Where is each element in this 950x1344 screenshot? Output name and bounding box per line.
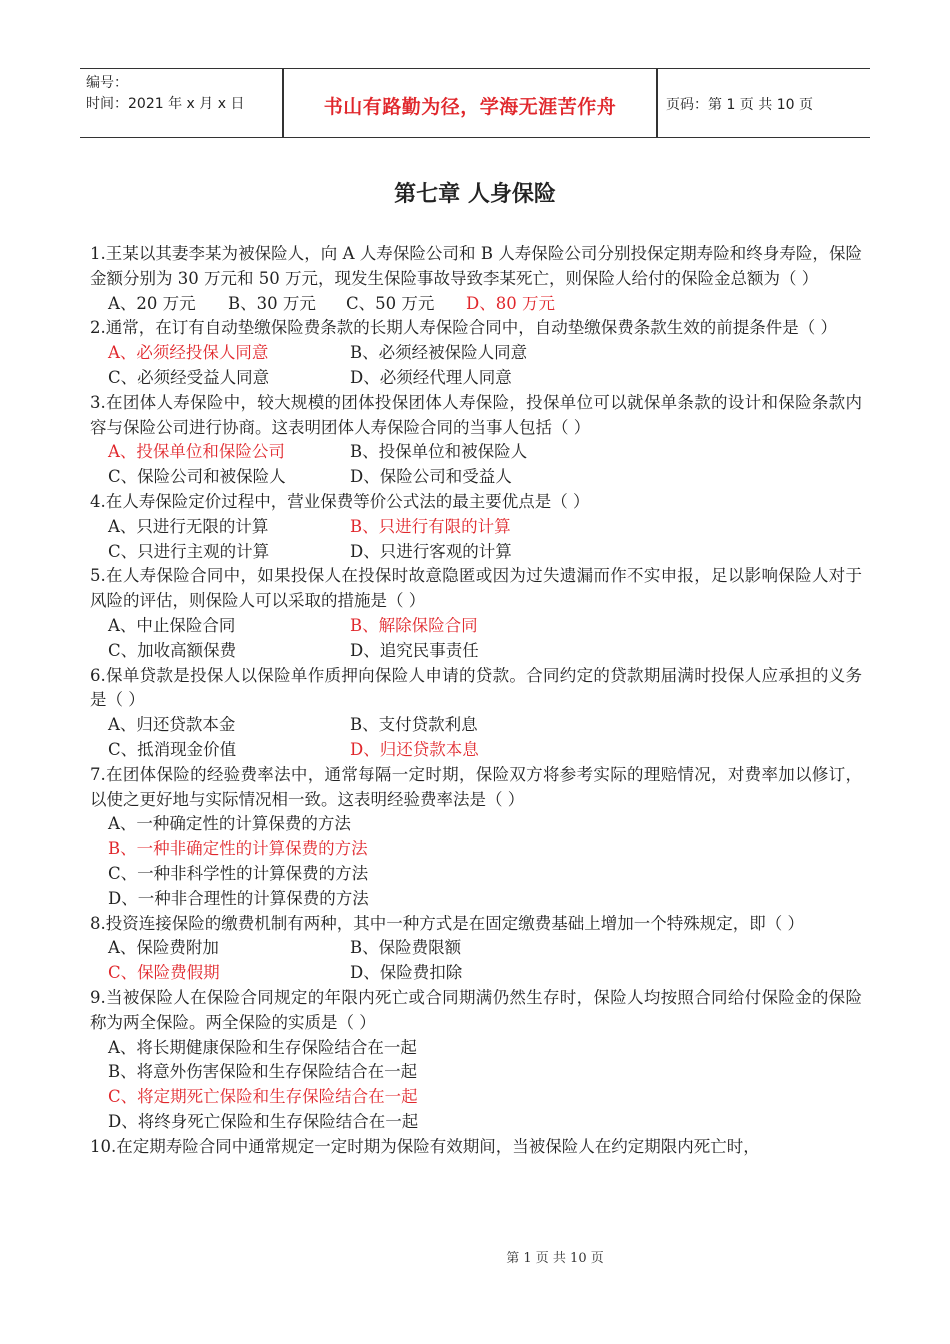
number-label: 编号：	[86, 75, 128, 91]
question-text: 8.投资连接保险的缴费机制有两种，其中一种方式是在固定缴费基础上增加一个特殊规定，即（ ）	[90, 913, 804, 933]
option: D、保险公司和受益人	[350, 467, 512, 487]
correct-option: A、必须经投保人同意	[108, 343, 269, 363]
option: A、中止保险合同	[108, 615, 236, 635]
page-footer: 第 1 页 共 10 页	[506, 1251, 604, 1266]
option: B、30 万元	[228, 293, 316, 313]
option: B、必须经被保险人同意	[350, 343, 528, 363]
chapter-title: 第七章 人身保险	[394, 182, 556, 207]
option: D、只进行客观的计算	[350, 541, 512, 561]
header-motto: 书山有路勤为径，学海无涯苦作舟	[323, 96, 617, 118]
option: C、保险公司和被保险人	[108, 467, 286, 487]
question-text: 3.在团体人寿保险中，较大规模的团体投保团体人寿保险，投保单位可以就保单条款的设计和保险条款内容与保险公司进行协商。这表明团体人寿保险合同的当事人包括（ ）	[90, 392, 862, 437]
question-text: 10.在定期寿险合同中通常规定一定时期为保险有效期间，当被保险人在约定期限内死亡时，	[90, 1136, 760, 1156]
document-header	[80, 68, 870, 138]
question-text: 5.在人寿保险合同中，如果投保人在投保时故意隐匿或因为过失遗漏而作不实申报，足以影响保险人对于风险的评估，则保险人可以采取的措施是（ ）	[90, 566, 862, 611]
correct-option: B、一种非确定性的计算保费的方法	[108, 839, 368, 859]
option-row	[90, 614, 862, 639]
option-row	[90, 440, 862, 465]
header-page-info: 页码：第 1 页 共 10 页	[666, 97, 813, 113]
option: A、归还贷款本金	[108, 715, 236, 735]
option-row	[90, 465, 862, 490]
option: D、保险费扣除	[350, 963, 463, 983]
header-divider	[656, 69, 658, 137]
option-row	[90, 515, 862, 540]
option-row	[90, 366, 862, 391]
question-text: 9.当被保险人在保险合同规定的年限内死亡或合同期满仍然生存时，保险人均按照合同给付保险金的保险称为两全保险。两全保险的实质是（ ）	[90, 987, 862, 1032]
option: A、20 万元	[108, 293, 196, 313]
question-text: 7.在团体保险的经验费率法中，通常每隔一定时期，保险双方将参考实际的理赔情况，对费率加以修订，以使之更好地与实际情况相一致。这表明经验费率法是（ ）	[90, 764, 862, 809]
correct-option: D、归还贷款本息	[350, 739, 479, 759]
option: C、必须经受益人同意	[108, 367, 270, 387]
option: B、保险费限额	[350, 938, 462, 958]
option: A、一种确定性的计算保费的方法	[108, 814, 351, 834]
option: D、追究民事责任	[350, 640, 479, 660]
option: D、将终身死亡保险和生存保险结合在一起	[108, 1111, 419, 1131]
option: A、保险费附加	[108, 938, 219, 958]
correct-option: B、只进行有限的计算	[350, 516, 511, 536]
option: C、加收高额保费	[108, 640, 237, 660]
time-label: 时间：2021 年 x 月 x 日	[86, 96, 245, 112]
correct-option: D、80 万元	[466, 293, 555, 313]
option: B、将意外伤害保险和生存保险结合在一起	[108, 1062, 418, 1082]
correct-option: A、投保单位和保险公司	[108, 442, 285, 462]
question-text: 6.保单贷款是投保人以保险单作质押向保险人申请的贷款。合同约定的贷款期届满时投保人应承担的义务是（ ）	[90, 665, 862, 710]
option-row	[90, 738, 862, 763]
correct-option: C、保险费假期	[108, 963, 220, 983]
question-text: 1.王某以其妻李某为被保险人，向 A 人寿保险公司和 B 人寿保险公司分别投保定期寿险和终身寿险，保险金额分别为 30 万元和 50 万元，现发生保险事故导致李某死亡，则保险人给付的保险金总额为（ ）	[90, 244, 862, 288]
option-row	[90, 936, 862, 961]
correct-option: C、将定期死亡保险和生存保险结合在一起	[108, 1087, 418, 1107]
option-row	[90, 639, 862, 664]
option-row	[90, 292, 862, 317]
option-row	[90, 713, 862, 738]
option: A、只进行无限的计算	[108, 516, 269, 536]
option: C、一种非科学性的计算保费的方法	[108, 863, 369, 883]
option: C、只进行主观的计算	[108, 541, 270, 561]
option: A、将长期健康保险和生存保险结合在一起	[108, 1037, 417, 1057]
option: B、支付贷款利息	[350, 715, 478, 735]
option: B、投保单位和被保险人	[350, 442, 528, 462]
question-text: 4.在人寿保险定价过程中，营业保费等价公式法的最主要优点是（ ）	[90, 491, 590, 511]
option-row	[90, 341, 862, 366]
header-meta	[86, 73, 286, 115]
question-text: 2.通常，在订有自动垫缴保险费条款的长期人寿保险合同中，自动垫缴保费条款生效的前提条件是（ ）	[90, 318, 837, 338]
option: C、抵消现金价值	[108, 739, 237, 759]
option: D、一种非合理性的计算保费的方法	[108, 888, 369, 908]
option: D、必须经代理人同意	[350, 367, 512, 387]
correct-option: B、解除保险合同	[350, 615, 478, 635]
question-list	[90, 242, 862, 1159]
option: C、50 万元	[346, 293, 435, 313]
option-row	[90, 540, 862, 565]
option-row	[90, 961, 862, 986]
